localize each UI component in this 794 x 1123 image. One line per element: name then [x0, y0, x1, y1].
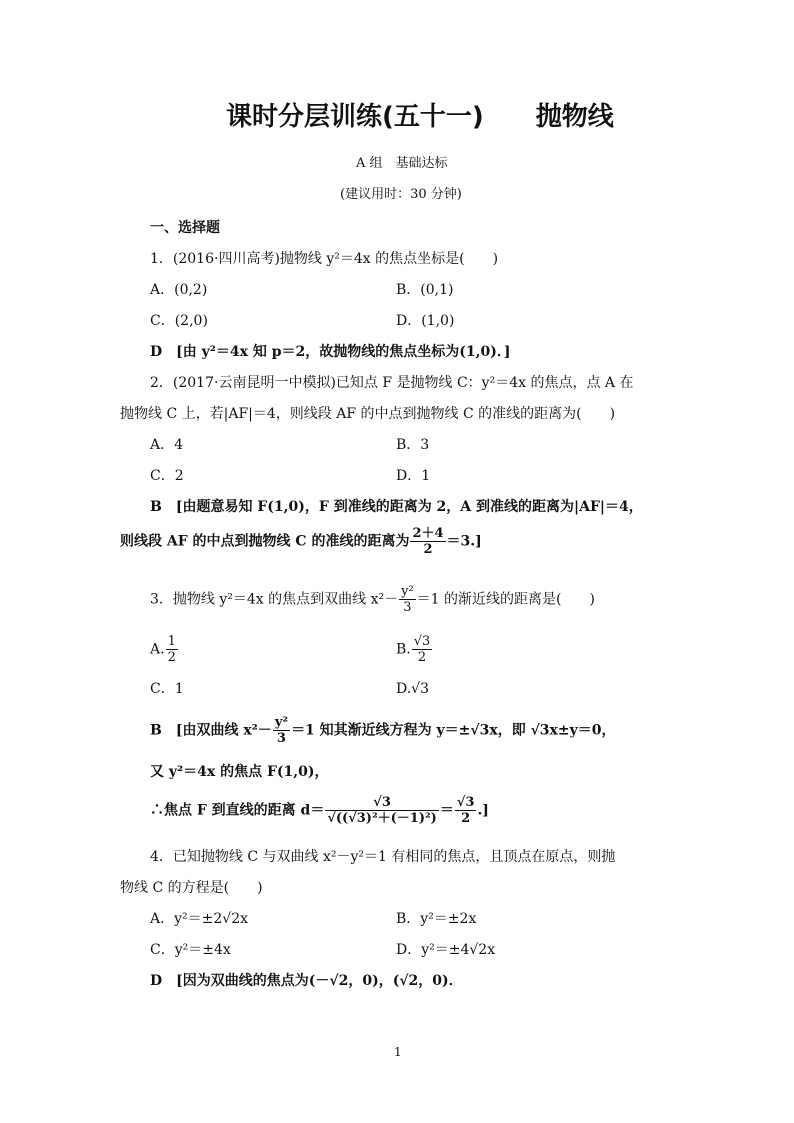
fraction-numerator: y²: [274, 715, 289, 730]
q2-option-b: B．3: [396, 437, 430, 453]
group-label: A 组 基础达标: [356, 156, 448, 171]
q3-answer-fraction: [273, 715, 290, 746]
q3-answer-close: .]: [477, 802, 489, 819]
option-label: A.: [150, 641, 165, 658]
q2-stem-line1: 2．(2017·云南昆明一中模拟)已知点 F 是抛物线 C：y²＝4x 的焦点，点 A 在: [150, 375, 634, 391]
q2-stem-line2: 抛物线 C 上，若|AF|＝4，则线段 AF 的中点到抛物线 C 的准线的距离为( ): [120, 406, 616, 422]
fraction-denominator: 3: [403, 600, 412, 615]
q2-answer-text: 则线段 AF 的中点到抛物线 C 的准线的距离为: [120, 533, 410, 550]
q1-answer: D [由 y²＝4x 知 p＝2，故抛物线的焦点坐标为(1,0)．]: [150, 344, 511, 360]
q1-stem: 1．(2016·四川高考)抛物线 y²＝4x 的焦点坐标是( ): [150, 251, 499, 267]
fraction-denominator: 3: [276, 731, 286, 746]
fraction-numerator: √3: [325, 795, 438, 811]
fraction-numerator: 2＋4: [412, 526, 444, 541]
q1-option-c: C．(2,0): [150, 313, 208, 329]
q2-answer-fraction: [410, 526, 445, 557]
q3-answer-line1: [150, 715, 615, 746]
fraction-numerator: √3: [456, 795, 475, 810]
q1-option-a: A．(0,2): [150, 282, 208, 298]
fraction-numerator: 1: [167, 634, 176, 649]
q2-answer-result: ＝3.]: [446, 533, 482, 550]
q4-option-a: A．y²＝±2√2x: [150, 911, 248, 927]
option-label: B.: [396, 641, 411, 658]
q3-option-a: [150, 634, 179, 665]
page-number: 1: [394, 1045, 402, 1059]
q3-answer-tail: ＝1 知其渐近线方程为 y＝±√3x，即 √3x±y＝0，: [291, 722, 616, 739]
q3-stem: [150, 584, 595, 615]
q2-answer-line2: [120, 526, 482, 557]
fraction-denominator: 2: [461, 811, 471, 826]
fraction-denominator: 2: [423, 542, 433, 557]
q4-stem-line1: 4．已知抛物线 C 与双曲线 x²－y²＝1 有相同的焦点，且顶点在原点，则抛: [150, 849, 616, 865]
q4-option-b: B．y²＝±2x: [396, 911, 477, 927]
page-title: 课时分层训练(五十一) 抛物线: [226, 102, 614, 132]
q3-stem-fraction: [399, 584, 416, 615]
fraction-denominator: 2: [167, 650, 176, 665]
time-note: (建议用时：30 分钟): [340, 187, 462, 202]
q3-option-c: C．1: [150, 681, 184, 697]
q3-stem-tail: ＝1 的渐近线的距离是( ): [416, 591, 595, 608]
q3-distance-fraction: [325, 795, 438, 826]
q4-option-c: C．y²＝±4x: [150, 942, 231, 958]
section-heading: 一、选择题: [150, 220, 220, 236]
fraction-numerator: √3: [413, 634, 431, 649]
q4-answer: D [因为双曲线的焦点为(－√2，0)，(√2，0)．: [150, 973, 463, 989]
q3-answer-line3: [150, 795, 489, 826]
q3-option-b: [396, 634, 433, 665]
q1-option-b: B．(0,1): [396, 282, 454, 298]
q2-option-a: A．4: [150, 437, 184, 453]
fraction-denominator: 2: [417, 650, 427, 665]
q3-stem-text: 3．抛物线 y²＝4x 的焦点到双曲线 x²－: [150, 591, 399, 608]
q3-answer-text: ∴焦点 F 到直线的距离 d＝: [150, 802, 325, 819]
q3-result-fraction: [455, 795, 477, 826]
fraction-numerator: y²: [401, 584, 414, 599]
q2-option-c: C．2: [150, 468, 184, 484]
q1-option-d: D．(1,0): [396, 313, 455, 329]
equals-sign: ＝: [439, 802, 454, 819]
q4-option-d: D．y²＝±4√2x: [396, 942, 496, 958]
q3-answer-text: B [由双曲线 x²－: [150, 722, 272, 739]
q3-option-a-fraction: [166, 634, 178, 665]
q3-option-d: D.√3: [396, 681, 430, 697]
q4-stem-line2: 物线 C 的方程是( ): [120, 880, 263, 896]
q2-answer-line1: B [由题意易知 F(1,0)，F 到准线的距离为 2，A 到准线的距离为|AF|＝4，: [150, 499, 643, 515]
q3-answer-line2: 又 y²＝4x 的焦点 F(1,0)，: [150, 764, 329, 780]
q3-option-b-fraction: [412, 634, 433, 665]
fraction-denominator: √((√3)²＋(－1)²): [327, 811, 437, 826]
q2-option-d: D．1: [396, 468, 431, 484]
